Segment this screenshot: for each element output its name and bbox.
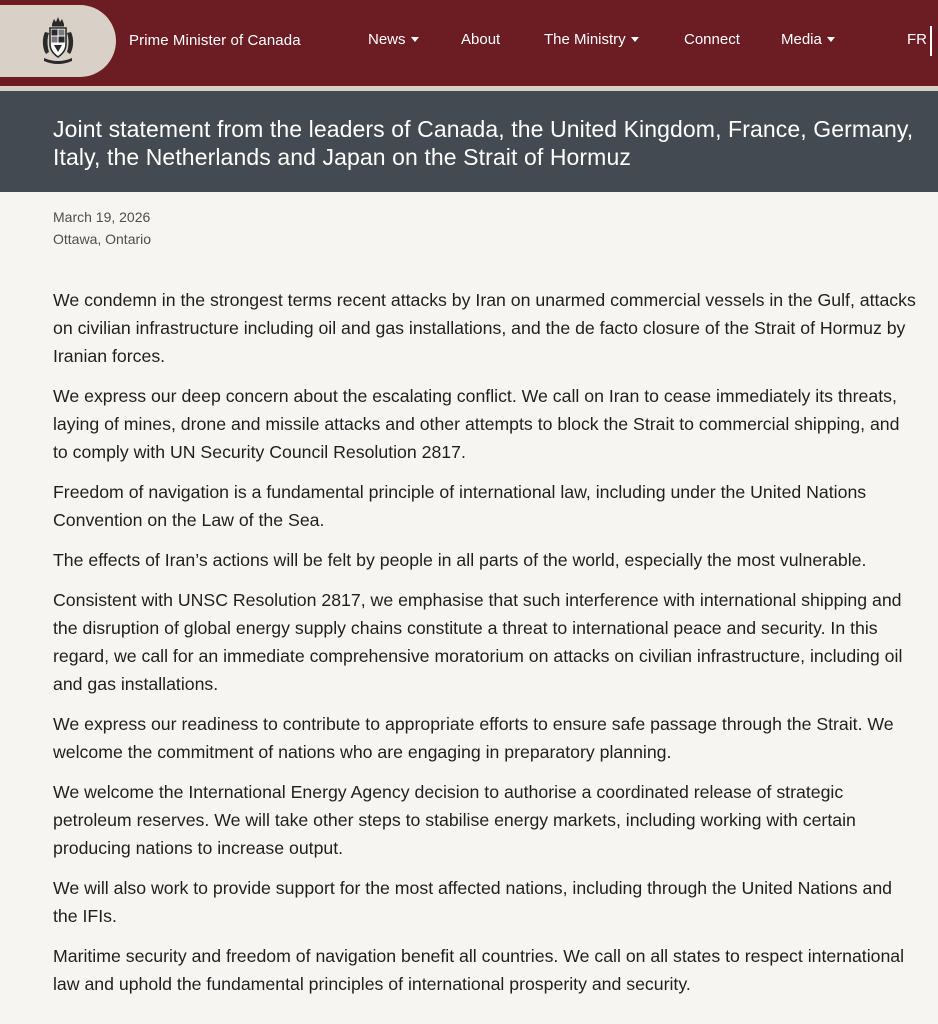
article-paragraph: Consistent with UNSC Resolution 2817, we emphasise that such interference with international shipping and the disruption of global energy supply chains constitute a threat to international peace and security. In this regard, we call for an immediate comprehensive moratorium on attacks on civilian infrastructure, including oil and gas installations. — [53, 590, 903, 694]
article-date: March 19, 2026 — [53, 209, 151, 225]
article-paragraph: The effects of Iran’s actions will be felt by people in all parts of the world, especially the most vulnerable. — [53, 550, 867, 570]
nav-connect-label: Connect — [684, 31, 740, 48]
nav-the-ministry-label: The Ministry — [544, 31, 626, 48]
nav-about[interactable] — [461, 31, 500, 48]
article-paragraph: We express our deep concern about the escalating conflict. We call on Iran to cease immediately its threats, laying of mines, drone and missile attacks and other attempts to block the Strait to commercial shipping, and to comply with UN Security Council Resolution 2817. — [53, 386, 900, 462]
nav-connect[interactable] — [684, 31, 740, 48]
language-toggle-fr[interactable]: FR — [907, 31, 927, 48]
site-header — [0, 0, 938, 86]
chevron-down-icon — [827, 37, 835, 42]
article-meta — [0, 192, 938, 250]
article-paragraph: We express our readiness to contribute to appropriate efforts to ensure safe passage through the Strait. We welcome the commitment of nations who are engaging in preparatory planning. — [53, 714, 894, 762]
article-paragraph: Maritime security and freedom of navigation benefit all countries. We call on all states to respect international law and uphold the fundamental principles of international prosperity and security. — [53, 946, 905, 994]
site-title-link[interactable]: Prime Minister of Canada — [129, 32, 301, 49]
article-paragraph: We condemn in the strongest terms recent attacks by Iran on unarmed commercial vessels in the Gulf, attacks on civilian infrastructure including oil and gas installations, and the de facto closure of the Strait of Hormuz by Iranian forces. — [53, 290, 916, 366]
language-divider — [930, 26, 932, 56]
nav-media[interactable] — [781, 31, 835, 48]
nav-news[interactable] — [368, 31, 419, 48]
coat-of-arms-icon[interactable] — [41, 16, 75, 66]
article-paragraph: Freedom of navigation is a fundamental principle of international law, including under the United Nations Convention on the Law of the Sea. — [53, 482, 867, 530]
nav-media-label: Media — [781, 31, 822, 48]
chevron-down-icon — [631, 37, 639, 42]
article-paragraph: We welcome the International Energy Agency decision to authorise a coordinated release of strategic petroleum reserves. We will take other steps to stabilise energy markets, including working with certain producing nations to increase output. — [53, 782, 856, 858]
article-location: Ottawa, Ontario — [53, 231, 152, 247]
article-body — [0, 250, 938, 998]
nav-about-label: About — [461, 31, 501, 48]
nav-the-ministry[interactable] — [544, 31, 639, 48]
nav-news-label: News — [368, 31, 406, 48]
chevron-down-icon — [411, 37, 419, 42]
article-paragraph: We will also work to provide support for the most affected nations, including through the United Nations and the IFIs. — [53, 878, 892, 926]
page-title: Joint statement from the leaders of Canada, the United Kingdom, France, Germany, Italy, the Netherlands and Japan on the Strait of Hormuz — [53, 116, 914, 170]
page-title-banner — [0, 91, 938, 192]
